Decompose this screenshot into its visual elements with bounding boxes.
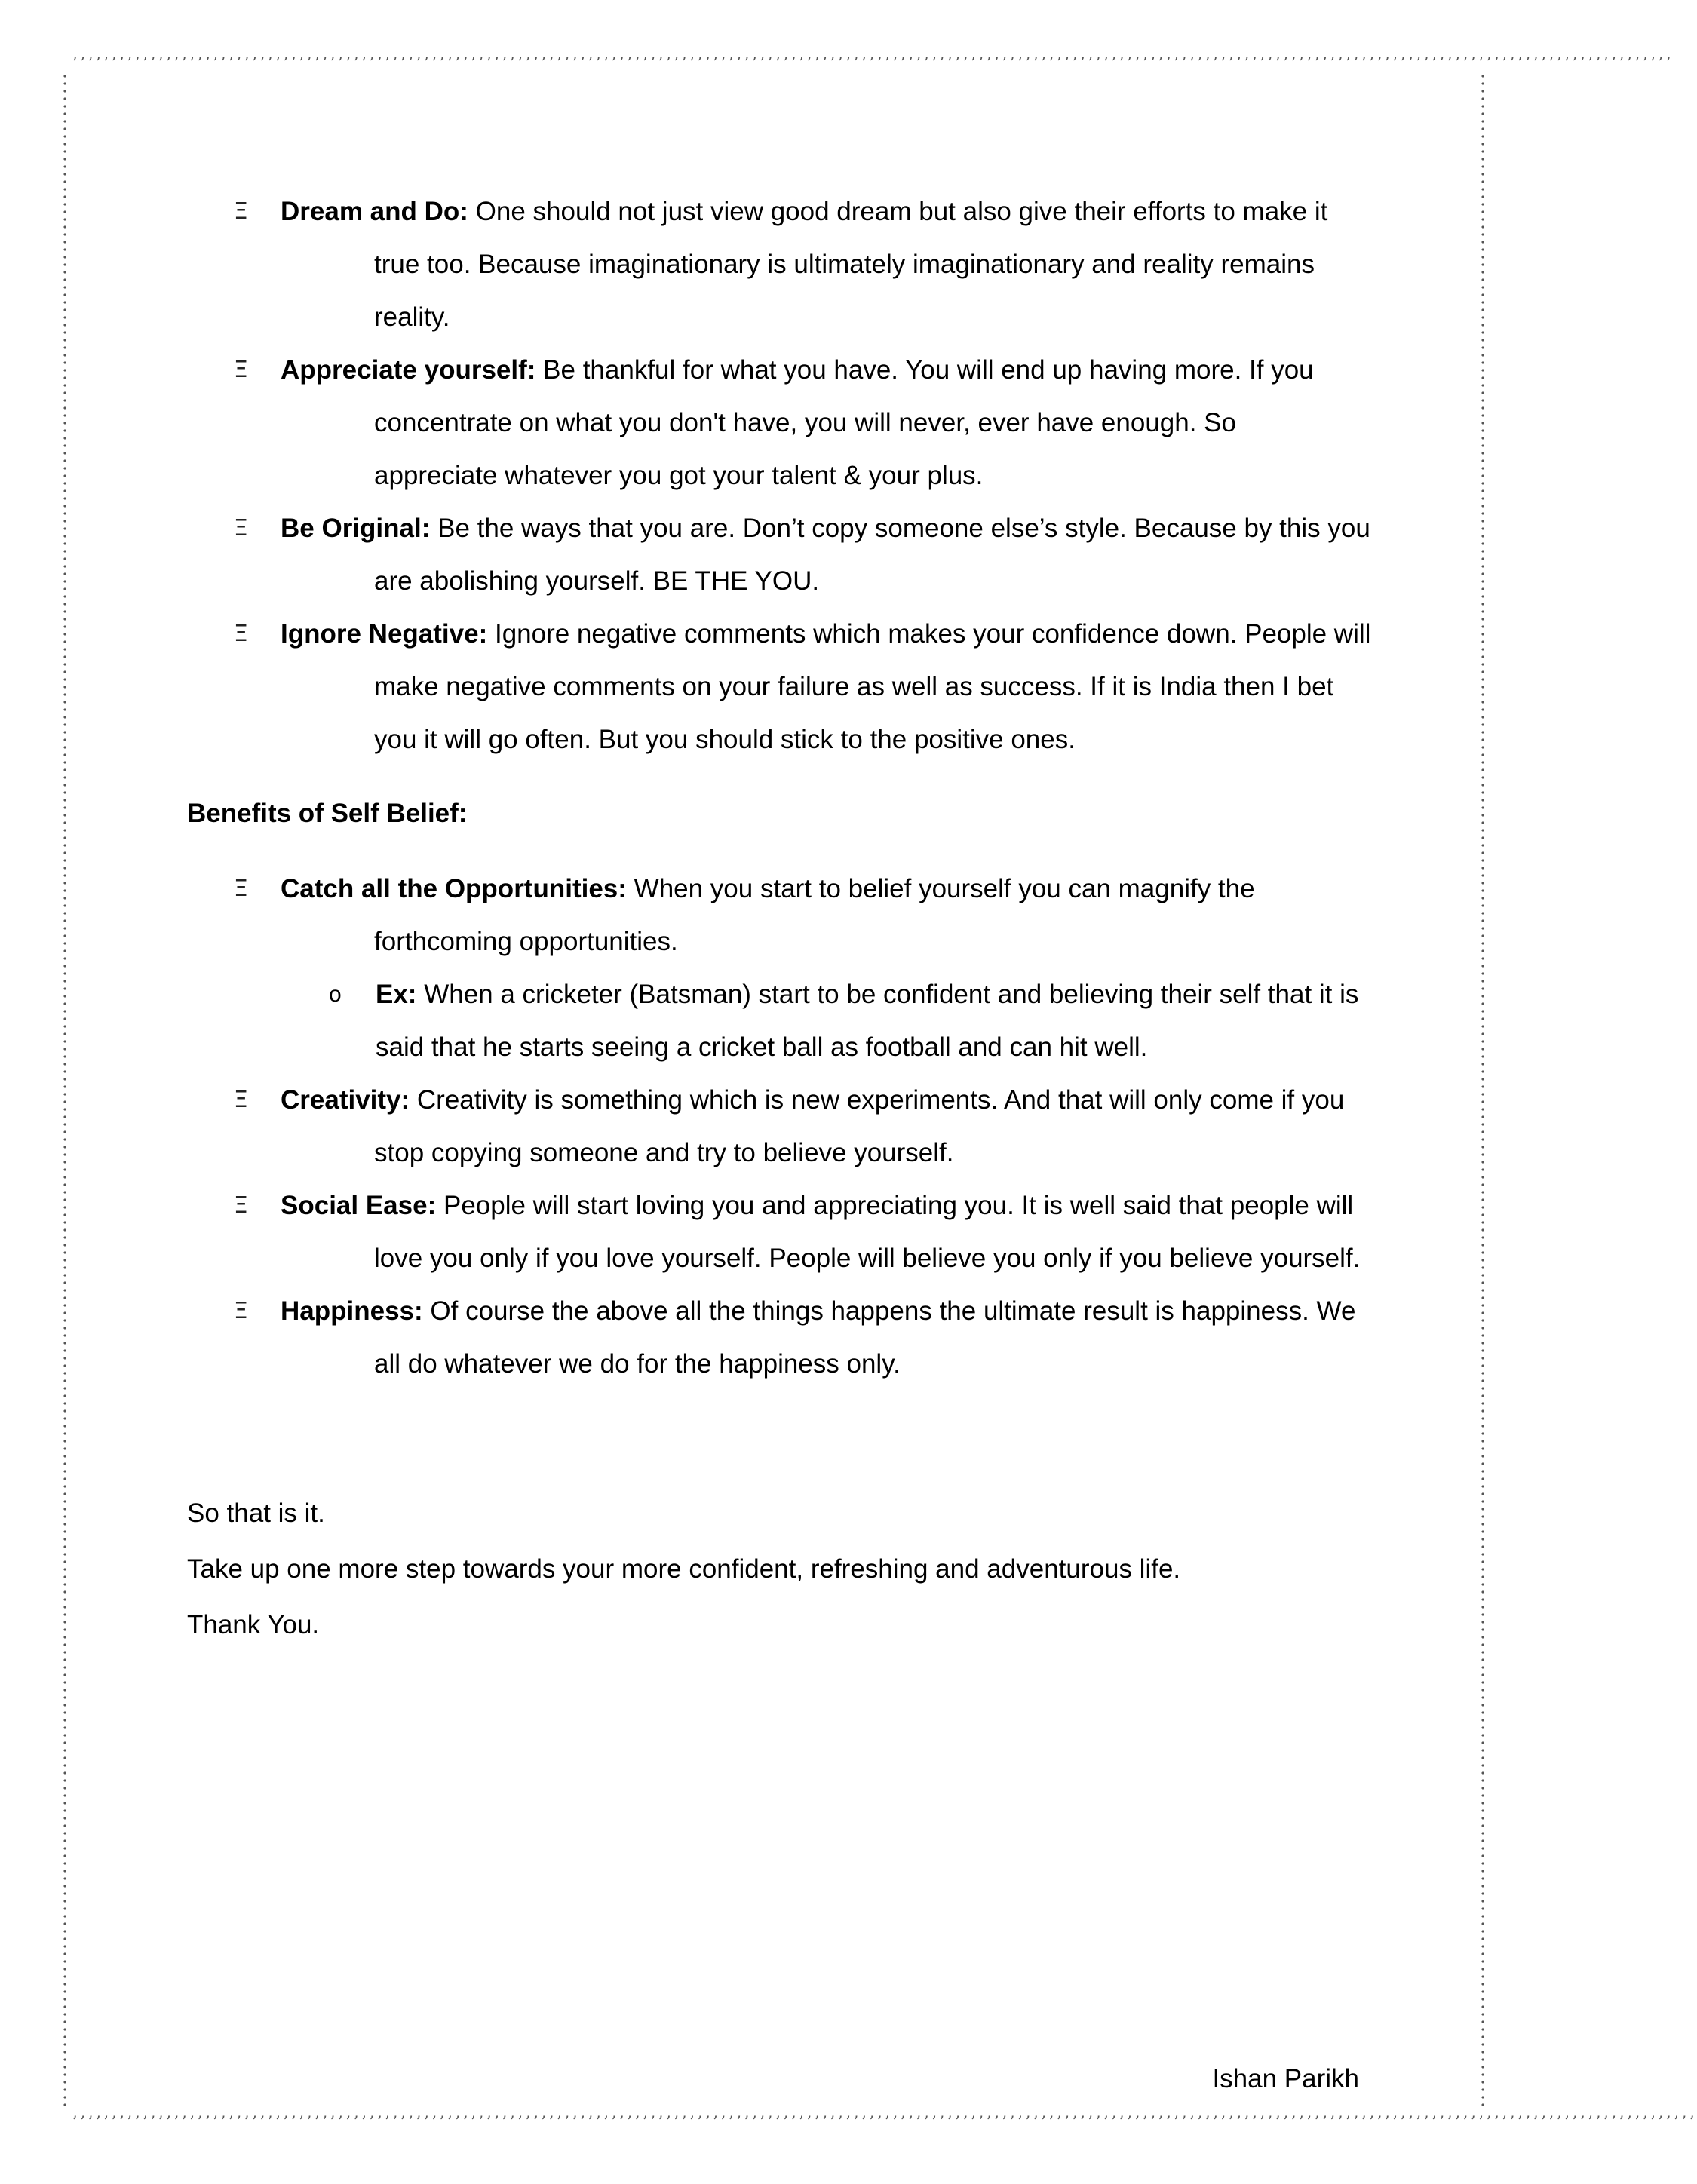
item-text: People will start loving you and appreciating you. It is well said that people will <box>443 1191 1354 1220</box>
term: Catch all the Opportunities: <box>281 874 627 903</box>
item-text: When you start to belief yourself you can magnify the <box>634 874 1255 903</box>
benefits-list <box>187 863 1379 1391</box>
section-heading: Benefits of Self Belief: <box>187 799 468 828</box>
item-text: One should not just view good dream but also give their efforts to make it <box>475 197 1328 226</box>
closing-line: So that is it. <box>187 1498 325 1528</box>
sub-list-item <box>187 968 1379 1074</box>
item-text: When a cricketer (Batsman) start to be confident and believing their self that it is <box>424 980 1359 1009</box>
item-text: forthcoming opportunities. <box>374 927 678 956</box>
item-text: true too. Because imaginationary is ultimately imaginationary and reality remains <box>374 250 1315 279</box>
term: Ignore Negative: <box>281 619 488 649</box>
list-item <box>187 1285 1379 1391</box>
xi-bullet-icon: Ξ <box>234 198 248 225</box>
list-item <box>187 344 1379 502</box>
item-text: reality. <box>374 302 450 332</box>
item-text: love you only if you love yourself. People will believe you only if you believe yourself. <box>374 1244 1361 1273</box>
page-border-bottom: ’’’’’’’’’’’’’’’’’’’’’’’’’’’’’’’’’’’’’’’’’’’’’’’’’’’’’’’’’’’’’’’’’’’’’’’’’’’’’’’’’’’’’’’’’’’’’’’’’’’’’’’’’’’’’’’’’’’’’’’’’’’’’’’’’’’’’’’’’’’’’’’’’’’’’’’’’’’’’’’’’’’’’’’’’’’’’’’’’’’’’’’’’’’’’’’’’’’’’’’’’’’’’’’’ <box>72 2112 1697 2130</box>
item-text: Be the ways that you are. Don’t copy someone else’s style. Because by this you <box>437 514 1370 543</box>
page-border-right <box>1478 72 1487 2109</box>
item-text: Ignore negative comments which makes your confidence down. People will <box>494 619 1371 649</box>
item-text: appreciate whatever you got your talent & your plus. <box>374 461 984 490</box>
item-text: you it will go often. But you should stick to the positive ones. <box>374 725 1076 754</box>
xi-bullet-icon: Ξ <box>234 621 248 647</box>
term: Be Original: <box>281 514 431 543</box>
tips-list <box>187 186 1379 766</box>
circle-bullet-icon: o <box>329 982 342 1007</box>
term: Creativity: <box>281 1085 410 1115</box>
term: Ex: <box>376 980 417 1009</box>
term: Social Ease: <box>281 1191 437 1220</box>
closing-line: Thank You. <box>187 1610 320 1640</box>
item-text: stop copying someone and try to believe yourself. <box>374 1138 954 1167</box>
item-text: make negative comments on your failure as well as success. If it is India then I bet <box>374 672 1334 701</box>
xi-bullet-icon: Ξ <box>234 1087 248 1113</box>
item-text: said that he starts seeing a cricket ball as football and can hit well. <box>376 1032 1148 1062</box>
page-border-top: ’’’’’’’’’’’’’’’’’’’’’’’’’’’’’’’’’’’’’’’’’’’’’’’’’’’’’’’’’’’’’’’’’’’’’’’’’’’’’’’’’’’’’’’’’’’’’’’’’’’’’’’’’’’’’’’’’’’’’’’’’’’’’’’’’’’’’’’’’’’’’’’’’’’’’’’’’’’’’’’’’’’’’’’’’’’’’’’’’’’’’’’’’’’’’’’’’’’’’’’’’’’’’ <box>72 54 1674 72</box>
closing-line: Take up one more step towards your more confident, refreshing and adventurous life. <box>187 1554 1181 1584</box>
page-border-left <box>60 72 69 2109</box>
term: Appreciate yourself: <box>281 355 536 385</box>
xi-bullet-icon: Ξ <box>234 1298 248 1324</box>
list-item <box>187 608 1379 766</box>
item-text: Creativity is something which is new experiments. And that will only come if you <box>416 1085 1345 1115</box>
xi-bullet-icon: Ξ <box>234 515 248 541</box>
xi-bullet-icon: Ξ <box>234 1192 248 1219</box>
document-body <box>187 186 1379 1653</box>
item-text: Of course the above all the things happens the ultimate result is happiness. We <box>430 1296 1356 1326</box>
term: Dream and Do: <box>281 197 468 226</box>
item-text: concentrate on what you don't have, you will never, ever have enough. So <box>374 408 1236 437</box>
list-item <box>187 186 1379 344</box>
list-item <box>187 1074 1379 1179</box>
list-item <box>187 1179 1379 1285</box>
item-text: are abolishing yourself. BE THE YOU. <box>374 566 820 596</box>
list-item <box>187 502 1379 608</box>
list-item <box>187 863 1379 968</box>
item-text: Be thankful for what you have. You will end up having more. If you <box>543 355 1314 385</box>
xi-bullet-icon: Ξ <box>234 357 248 383</box>
closing-paragraph <box>187 1486 1379 1653</box>
term: Happiness: <box>281 1296 423 1326</box>
xi-bullet-icon: Ξ <box>234 876 248 902</box>
item-text: all do whatever we do for the happiness only. <box>374 1349 901 1379</box>
author-signature: Ishan Parikh <box>1212 2064 1359 2094</box>
